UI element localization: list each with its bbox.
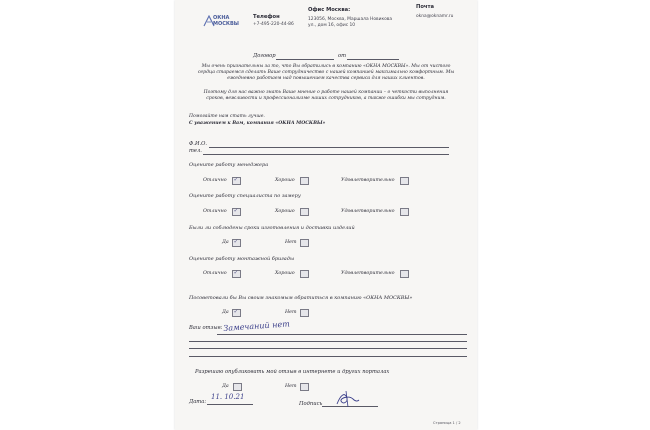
- review-label: Ваш отзыв:: [189, 325, 223, 331]
- review-line-4[interactable]: [189, 356, 467, 357]
- q1-checkbox-excellent[interactable]: [232, 177, 241, 185]
- date-line[interactable]: [207, 404, 253, 405]
- fio-label: Ф.И.О.: [189, 141, 208, 147]
- q4-checkbox-good[interactable]: [300, 270, 309, 278]
- consent-yes-label: Да: [222, 384, 229, 389]
- contract-date-line: [347, 59, 399, 60]
- q3-checkbox-no[interactable]: [300, 239, 309, 247]
- q1-option-good: Хорошо: [275, 178, 295, 183]
- q2-checkbox-satisfactory[interactable]: [400, 208, 409, 216]
- q2-option-excellent: Отлично: [203, 209, 227, 214]
- q3-option-yes: Да: [222, 240, 229, 245]
- q2-checkbox-good[interactable]: [300, 208, 309, 216]
- intro-paragraph-2: Поэтому для нас важно знать Ваше мнение о работе нашей компании – о четкости выполнения сроков, вежливости и профессионализме наших сотрудников, а также ошибки мы сотрудним.: [203, 90, 449, 101]
- contract-date-label: от: [338, 53, 347, 59]
- date-handwritten: 11. 10.21: [211, 393, 245, 401]
- greeting-line-1: Помогайте нам стать лучше.: [189, 114, 265, 119]
- question-manager: Оцените работу менеджера: [189, 162, 269, 168]
- contract-number-line: [276, 59, 334, 60]
- question-installation: Оцените работу монтажной бригады: [189, 256, 295, 262]
- mail-value: okna@oknamr.ru: [416, 14, 454, 19]
- q5-checkbox-yes[interactable]: [232, 309, 241, 317]
- consent-no-label: Нет: [285, 384, 297, 389]
- q1-option-satisfactory: Удовлетворительно: [341, 178, 395, 183]
- date-label: Дата:: [189, 399, 207, 405]
- consent-no-checkbox[interactable]: [300, 383, 309, 391]
- q4-checkbox-satisfactory[interactable]: [400, 270, 409, 278]
- q1-option-excellent: Отлично: [203, 178, 227, 183]
- review-line-3[interactable]: [189, 348, 467, 349]
- q4-checkbox-excellent[interactable]: [232, 270, 241, 278]
- q4-option-satisfactory: Удовлетворительно: [341, 271, 395, 276]
- contract-label: Договор: [253, 53, 276, 59]
- feedback-form-page: [175, 0, 477, 430]
- intro-paragraph-1: Мы очень признательны за то, что Вы обратились в компанию «ОКНА МОСКВЫ». Мы от чистого сердца стараемся сделать Ваше сотрудничество с нашей компанией максимально комфортным. Мы ежедневно работаем над повышением качества сервиса для наших клиентов.: [197, 64, 455, 81]
- fio-line[interactable]: [209, 147, 449, 148]
- q2-option-satisfactory: Удовлетворительно: [341, 209, 395, 214]
- question-measurer: Оцените работу специалиста по замеру: [189, 193, 301, 199]
- consent-yes-checkbox[interactable]: [233, 383, 242, 391]
- phone-label: Телефон: [253, 14, 280, 20]
- review-handwritten-text: Замечаний нет: [223, 319, 291, 333]
- question-deadlines: Были ли соблюдены сроки изготовления и доставки изделий: [189, 225, 355, 231]
- review-line-1[interactable]: [217, 334, 467, 335]
- office-line2: ул., дом 16, офис 10: [308, 23, 356, 28]
- signature-label: Подпись: [299, 401, 323, 407]
- office-line1: 123056, Москва, Маршала Новикова: [308, 17, 393, 22]
- page-number: Страница 1 / 2: [433, 421, 461, 425]
- consent-text: Разрешаю опубликовать мой отзыв в интернете и других порталах: [195, 369, 390, 375]
- office-label: Офис Москва:: [308, 7, 351, 13]
- mail-label: Почта: [416, 4, 434, 10]
- phone-value: +7-495-220-44-86: [253, 22, 294, 27]
- signature-scribble: [335, 390, 361, 408]
- greeting-line-2: С уважением к Вам, компания «ОКНА МОСКВЫ»: [189, 121, 326, 126]
- review-line-2[interactable]: [189, 341, 467, 342]
- logo-text-1: ОКНА: [213, 15, 230, 21]
- q1-checkbox-satisfactory[interactable]: [400, 177, 409, 185]
- q1-checkbox-good[interactable]: [300, 177, 309, 185]
- q5-checkbox-no[interactable]: [300, 309, 309, 317]
- tel-line[interactable]: [203, 154, 449, 155]
- q2-checkbox-excellent[interactable]: [232, 208, 241, 216]
- q3-checkbox-yes[interactable]: [232, 239, 241, 247]
- tel-label: тел.: [189, 148, 202, 154]
- logo-text-2: МОСКВЫ: [213, 20, 239, 27]
- q4-option-good: Хорошо: [275, 271, 295, 276]
- q3-option-no: Нет: [285, 240, 297, 245]
- question-recommend: Посоветовали бы Вы своим знакомым обратиться в компанию «ОКНА МОСКВЫ»: [189, 295, 413, 301]
- q4-option-excellent: Отлично: [203, 271, 227, 276]
- q2-option-good: Хорошо: [275, 209, 295, 214]
- q5-option-no: Нет: [285, 310, 297, 315]
- q5-option-yes: Да: [222, 310, 229, 315]
